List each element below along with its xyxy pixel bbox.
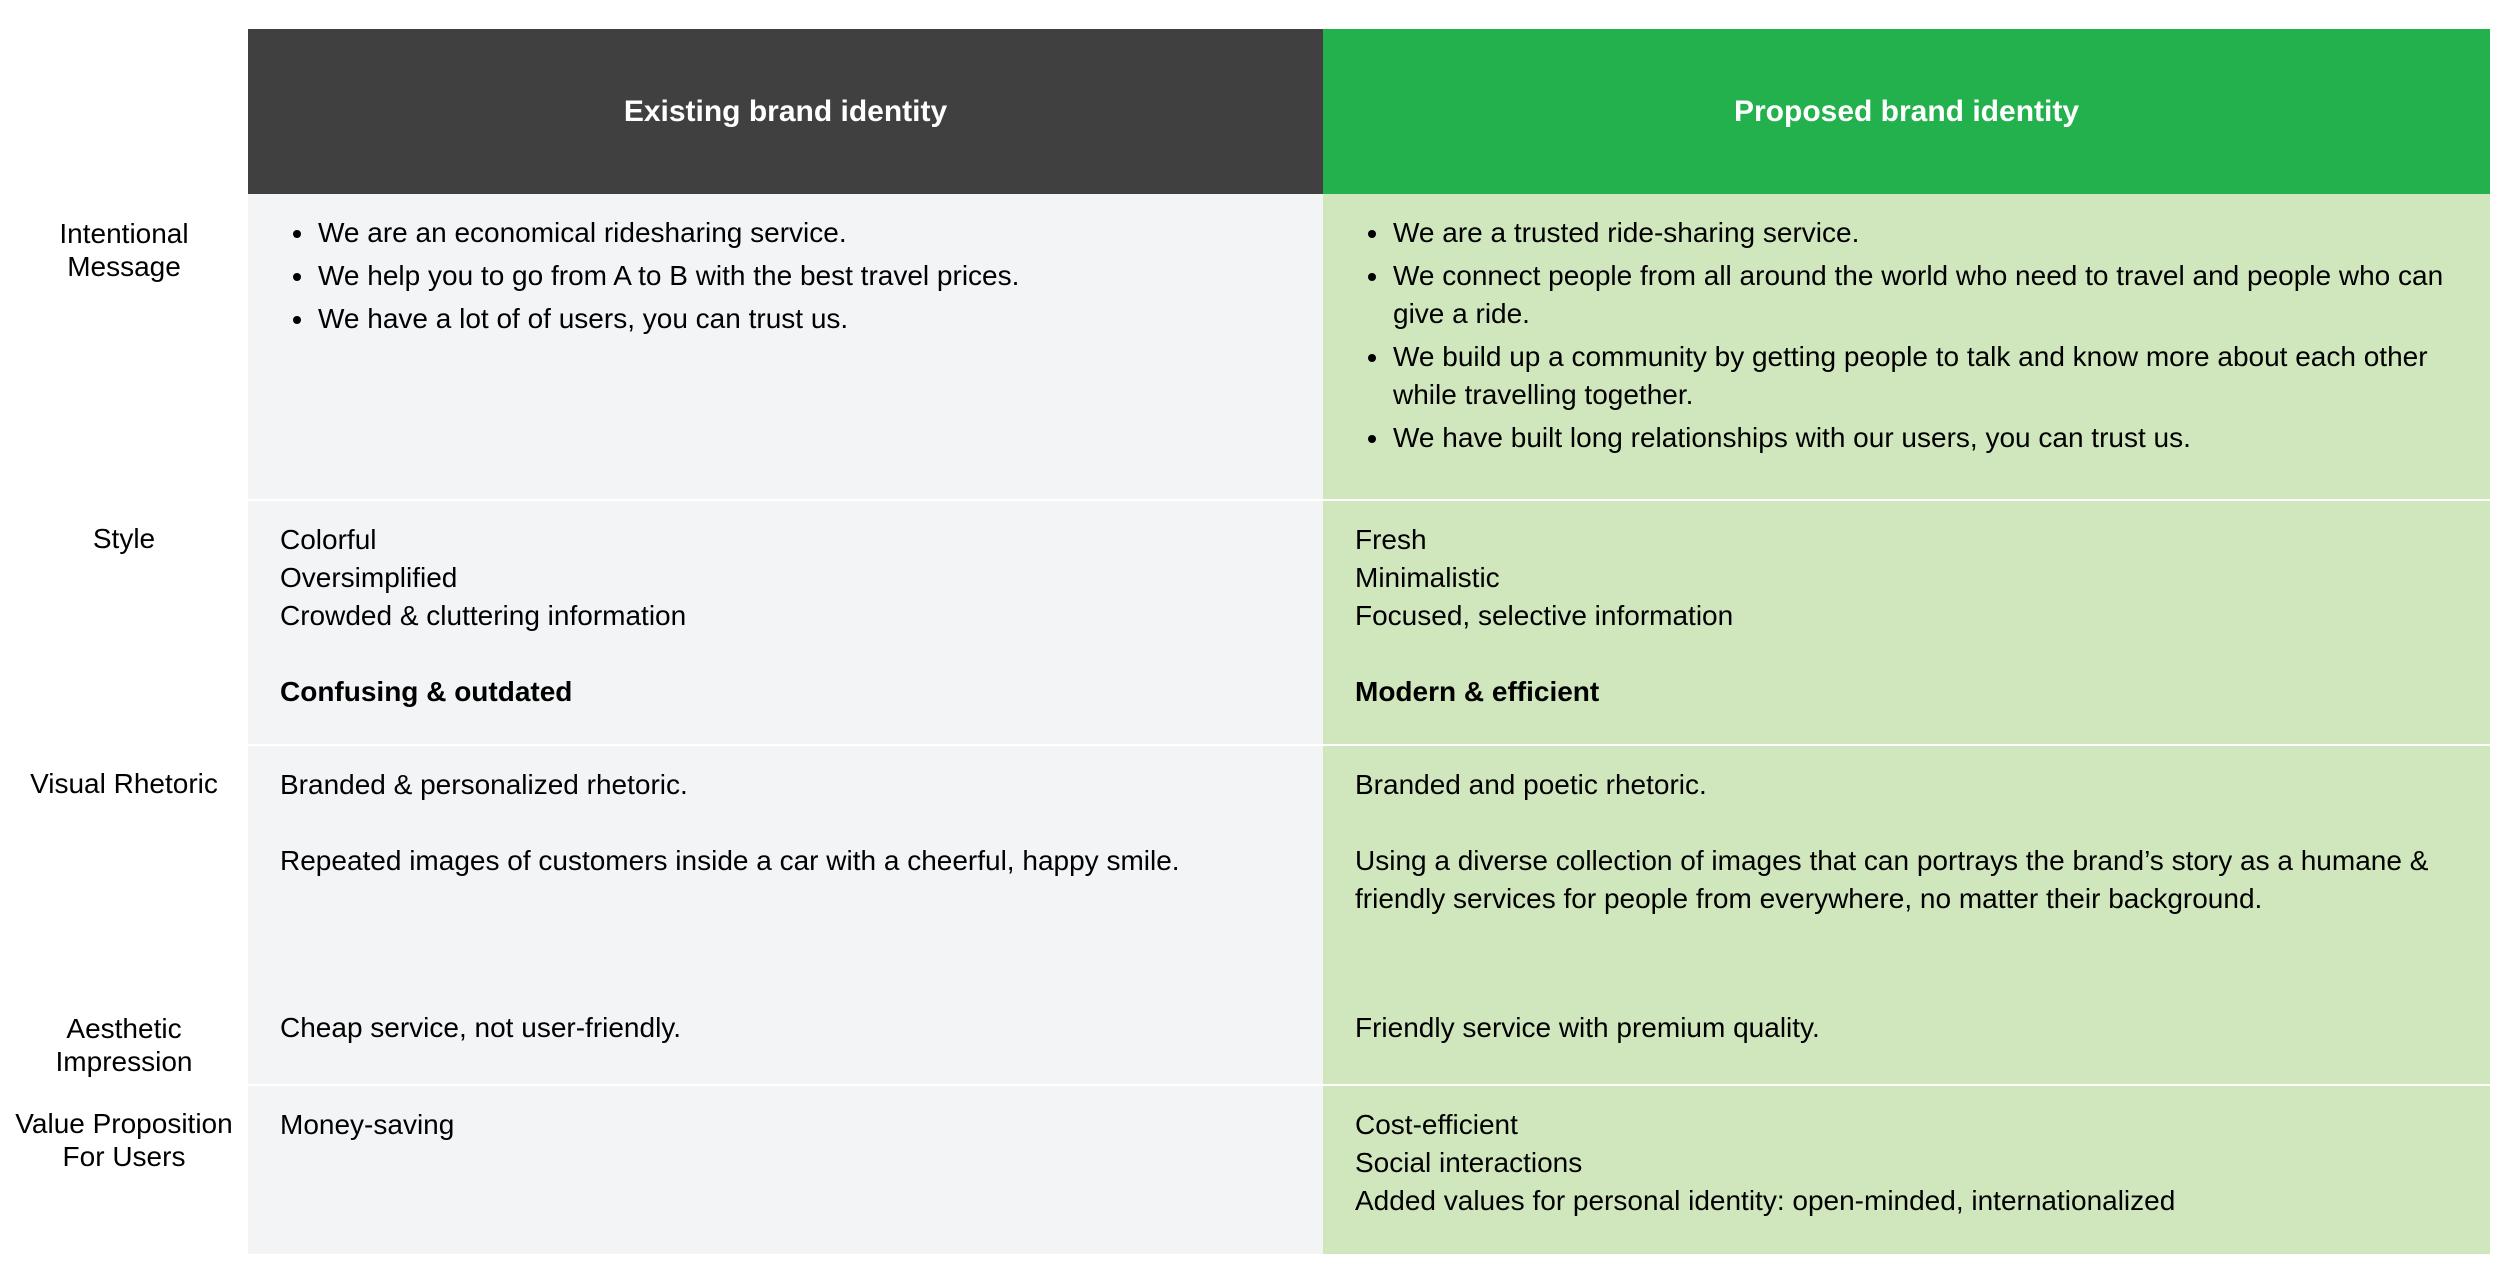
style-summary: Modern & efficient: [1355, 676, 1600, 707]
list-item: • We have built long relationships with our users, you can trust us.: [1391, 419, 2466, 457]
style-item: Minimalistic: [1355, 562, 1500, 593]
rhetoric-text: Repeated images of customers inside a car with a cheerful, happy smile.: [280, 845, 1180, 876]
value-item: Money-saving: [280, 1109, 455, 1140]
existing-style: [248, 499, 1323, 744]
spacer: [280, 635, 1293, 673]
row-label-value-proposition: Value Proposition For Users: [15, 1108, 233, 1172]
rhetoric-text: Branded & personalized rhetoric.: [280, 769, 688, 800]
style-item: Colorful: [280, 524, 377, 555]
existing-message-list: [280, 214, 1293, 338]
rhetoric-text: Branded and poetic rhetoric.: [1355, 769, 1707, 800]
header-corner: [0, 29, 248, 194]
list-item: • We have a lot of of users, you can trust us.: [316, 300, 1293, 338]
existing-visual-rhetoric: [248, 744, 1323, 989]
style-summary: Confusing & outdated: [280, 676, 573, 707]
header-proposed-label: Proposed brand identity: [1733, 94, 2080, 128]
proposed-intentional-message: [1323, 194, 2490, 499]
style-item: Fresh: [1355, 524, 1427, 555]
style-item: Crowded & cluttering information: [280, 600, 687, 631]
list-item: • We are a trusted ride-sharing service.: [1391, 214, 2466, 252]
proposed-visual-rhetoric: [1323, 744, 2490, 989]
header-proposed-brand-identity: [1323, 29, 2490, 194]
existing-aesthetic-impression: [248, 989, 1323, 1084]
proposed-value-proposition: [1323, 1084, 2490, 1254]
impression-text: Cheap service, not user-friendly.: [280, 1012, 681, 1043]
existing-intentional-message: [248, 194, 1323, 499]
style-item: Oversimplified: [280, 562, 458, 593]
existing-value-proposition: [248, 1084, 1323, 1254]
proposed-style: [1323, 499, 2490, 744]
proposed-aesthetic-impression: [1323, 989, 2490, 1084]
value-item: Social interactions: [1355, 1147, 1583, 1178]
spacer: [1355, 635, 2466, 673]
row-label-visual-rhetoric: Visual Rhetoric: [30, 768, 218, 799]
impression-text: Friendly service with premium quality.: [1355, 1012, 1820, 1043]
comparison-table: [0, 29, 2490, 1254]
style-item: Focused, selective information: [1355, 600, 1734, 631]
row-label-intentional-message: Intentional Message: [59, 218, 189, 282]
rhetoric-text: Using a diverse collection of images that can portrays the brand’s story as a humane & friendly services for people from everywhere, no matter their background.: [1355, 845, 2429, 914]
spacer: [1355, 804, 2466, 842]
value-item: Cost-efficient: [1355, 1109, 1518, 1140]
proposed-message-list: [1355, 214, 2466, 457]
list-item: • We connect people from all around the world who need to travel and people who can give a ride.: [1391, 257, 2466, 333]
row-label-style: Style: [92, 523, 156, 554]
list-item: • We build up a community by getting people to talk and know more about each other while travelling together.: [1391, 338, 2466, 414]
header-existing-label: Existing brand identity: [623, 94, 948, 128]
header-existing-brand-identity: [248, 29, 1323, 194]
list-item: • We are an economical ridesharing service.: [316, 214, 1293, 252]
value-item: Added values for personal identity: open-minded, internationalized: [1355, 1185, 2176, 1216]
spacer: [280, 804, 1293, 842]
list-item: • We help you to go from A to B with the best travel prices.: [316, 257, 1293, 295]
row-label-aesthetic-impression: Aesthetic Impression: [55, 1013, 193, 1077]
